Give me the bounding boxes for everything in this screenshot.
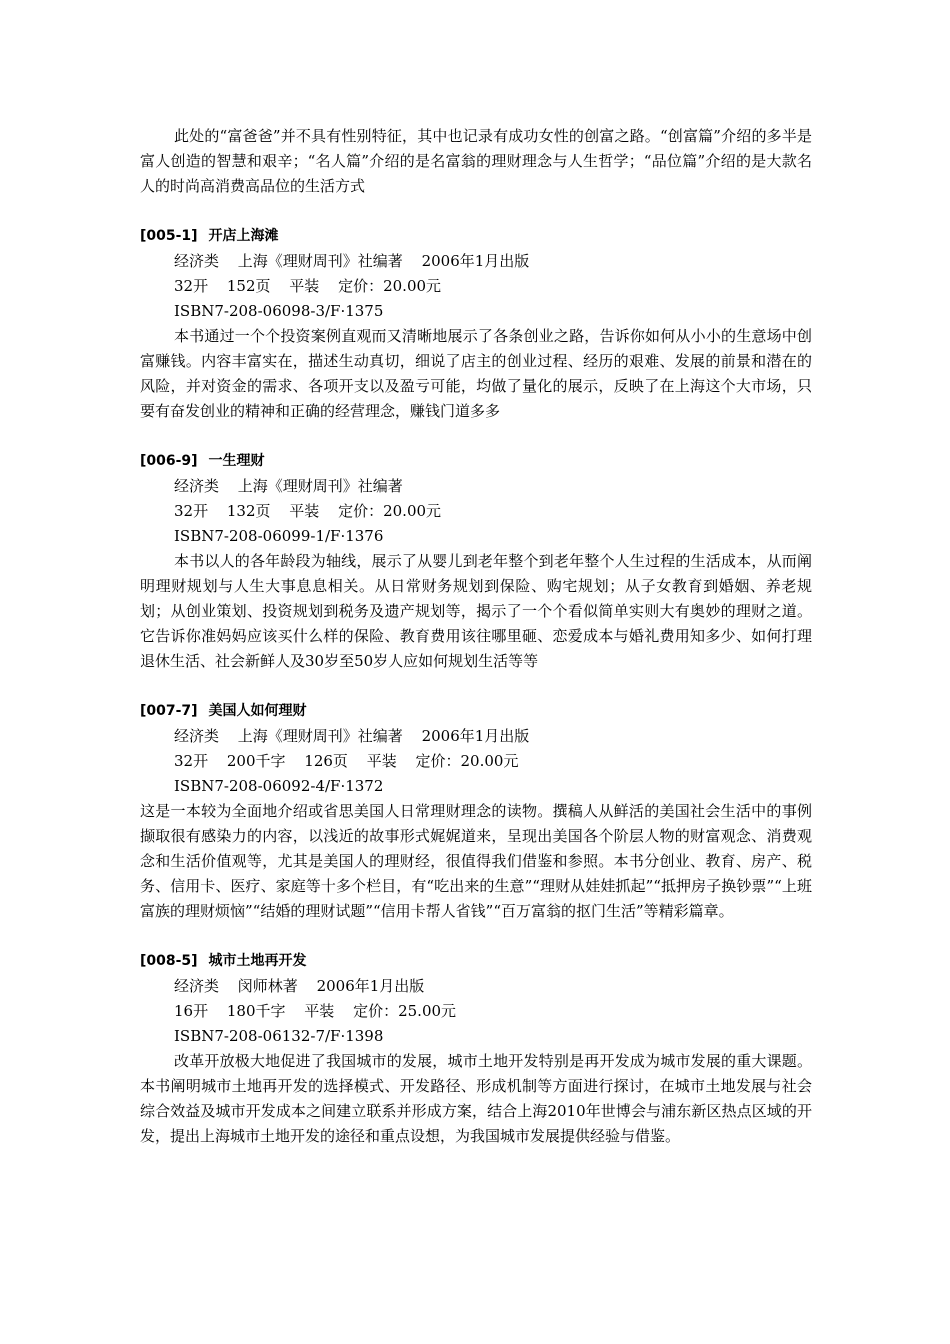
entry-isbn: ISBN7-208-06099-1/F·1376 bbox=[174, 527, 384, 545]
entry-title: 开店上海滩 bbox=[208, 228, 279, 244]
entry-code: [006-9] bbox=[140, 453, 198, 469]
entry-heading bbox=[140, 949, 812, 974]
entry-date: 2006年1月出版 bbox=[421, 252, 530, 270]
entry-format: 32开 bbox=[174, 502, 209, 520]
entry-publication-line bbox=[140, 474, 812, 499]
entry-spec-line bbox=[140, 999, 812, 1024]
entry-wordcount: 200千字 bbox=[226, 752, 286, 770]
entry-format: 16开 bbox=[174, 1002, 209, 1020]
document-page bbox=[140, 124, 812, 1149]
entry-title: 美国人如何理财 bbox=[208, 703, 307, 719]
entry-category: 经济类 bbox=[174, 252, 220, 270]
entry-author: 上海《理财周刊》社编著 bbox=[237, 477, 403, 495]
entry-binding: 平装 bbox=[289, 502, 320, 520]
entry-format: 32开 bbox=[174, 752, 209, 770]
book-entry bbox=[140, 449, 812, 674]
entry-category: 经济类 bbox=[174, 977, 220, 995]
entry-publication-line bbox=[140, 249, 812, 274]
entry-author: 闵师林著 bbox=[237, 977, 298, 995]
entry-price: 定价：20.00元 bbox=[338, 502, 442, 520]
entry-price: 定价：20.00元 bbox=[338, 277, 442, 295]
book-entry bbox=[140, 224, 812, 424]
entry-pages: 152页 bbox=[226, 277, 271, 295]
entry-spec-line bbox=[140, 499, 812, 524]
entry-format: 32开 bbox=[174, 277, 209, 295]
entry-code: [008-5] bbox=[140, 953, 198, 969]
entry-title: 城市土地再开发 bbox=[208, 953, 307, 969]
entry-binding: 平装 bbox=[366, 752, 397, 770]
entry-binding: 平装 bbox=[304, 1002, 335, 1020]
entry-category: 经济类 bbox=[174, 477, 220, 495]
entry-author: 上海《理财周刊》社编著 bbox=[237, 252, 403, 270]
entry-heading bbox=[140, 449, 812, 474]
entry-author: 上海《理财周刊》社编著 bbox=[237, 727, 403, 745]
entry-date: 2006年1月出版 bbox=[316, 977, 425, 995]
intro-paragraph: 此处的“富爸爸”并不具有性别特征，其中也记录有成功女性的创富之路。“创富篇”介绍的多半是富人创造的智慧和艰辛；“名人篇”介绍的是名富翁的理财理念与人生哲学；“品位篇”介绍的是大款名人的时尚高消费高品位的生活方式 bbox=[140, 127, 812, 195]
entry-category: 经济类 bbox=[174, 727, 220, 745]
book-entry bbox=[140, 699, 812, 924]
entry-heading bbox=[140, 699, 812, 724]
book-entry bbox=[140, 949, 812, 1149]
entry-isbn: ISBN7-208-06132-7/F·1398 bbox=[174, 1027, 384, 1045]
entry-publication-line bbox=[140, 724, 812, 749]
entry-code: [005-1] bbox=[140, 228, 198, 244]
entry-heading bbox=[140, 224, 812, 249]
entry-description: 本书通过一个个投资案例直观而又清晰地展示了各条创业之路，告诉你如何从小小的生意场中创富赚钱。内容丰富实在，描述生动真切，细说了店主的创业过程、经历的艰难、发展的前景和潜在的风险，并对资金的需求、各项开支以及盈亏可能，均做了量化的展示，反映了在上海这个大市场，只要有奋发创业的精神和正确的经营理念，赚钱门道多多 bbox=[140, 327, 812, 420]
entry-spec-line bbox=[140, 749, 812, 774]
entry-isbn: ISBN7-208-06098-3/F·1375 bbox=[174, 302, 384, 320]
entry-publication-line bbox=[140, 974, 812, 999]
entry-isbn: ISBN7-208-06092-4/F·1372 bbox=[174, 777, 384, 795]
entry-wordcount: 180千字 bbox=[226, 1002, 286, 1020]
entry-pages: 126页 bbox=[304, 752, 348, 770]
entry-description: 改革开放极大地促进了我国城市的发展，城市土地开发特别是再开发成为城市发展的重大课题。本书阐明城市土地再开发的选择模式、开发路径、形成机制等方面进行探讨，在城市土地发展与社会综合效益及城市开发成本之间建立联系并形成方案，结合上海2010年世博会与浦东新区热点区域的开发，提出上海城市土地开发的途径和重点设想，为我国城市发展提供经验与借鉴。 bbox=[140, 1052, 812, 1145]
entry-title: 一生理财 bbox=[208, 453, 265, 469]
entry-spec-line bbox=[140, 274, 812, 299]
entry-price: 定价：25.00元 bbox=[353, 1002, 457, 1020]
entry-description: 这是一本较为全面地介绍或省思美国人日常理财理念的读物。撰稿人从鲜活的美国社会生活中的事例撷取很有感染力的内容，以浅近的故事形式娓娓道来，呈现出美国各个阶层人物的财富观念、消费观念和生活价值观等，尤其是美国人的理财经，很值得我们借鉴和参照。本书分创业、教育、房产、税务、信用卡、医疗、家庭等十多个栏目，有“吃出来的生意”“理财从娃娃抓起”“抵押房子换钞票”“上班富族的理财烦恼”“结婚的理财试题”“信用卡帮人省钱”“百万富翁的抠门生活”等精彩篇章。 bbox=[140, 802, 812, 920]
entry-date: 2006年1月出版 bbox=[421, 727, 530, 745]
entry-price: 定价：20.00元 bbox=[415, 752, 519, 770]
entry-pages: 132页 bbox=[226, 502, 271, 520]
entry-code: [007-7] bbox=[140, 703, 198, 719]
entry-description: 本书以人的各年龄段为轴线，展示了从婴儿到老年整个到老年整个人生过程的生活成本，从而阐明理财规划与人生大事息息相关。从日常财务规划到保险、购宅规划；从子女教育到婚姻、养老规划；从创业策划、投资规划到税务及遗产规划等，揭示了一个个看似简单实则大有奥妙的理财之道。它告诉你准妈妈应该买什么样的保险、教育费用该往哪里砸、恋爱成本与婚礼费用知多少、如何打理退休生活、社会新鲜人及30岁至50岁人应如何规划生活等等 bbox=[140, 552, 812, 670]
entry-binding: 平装 bbox=[289, 277, 320, 295]
